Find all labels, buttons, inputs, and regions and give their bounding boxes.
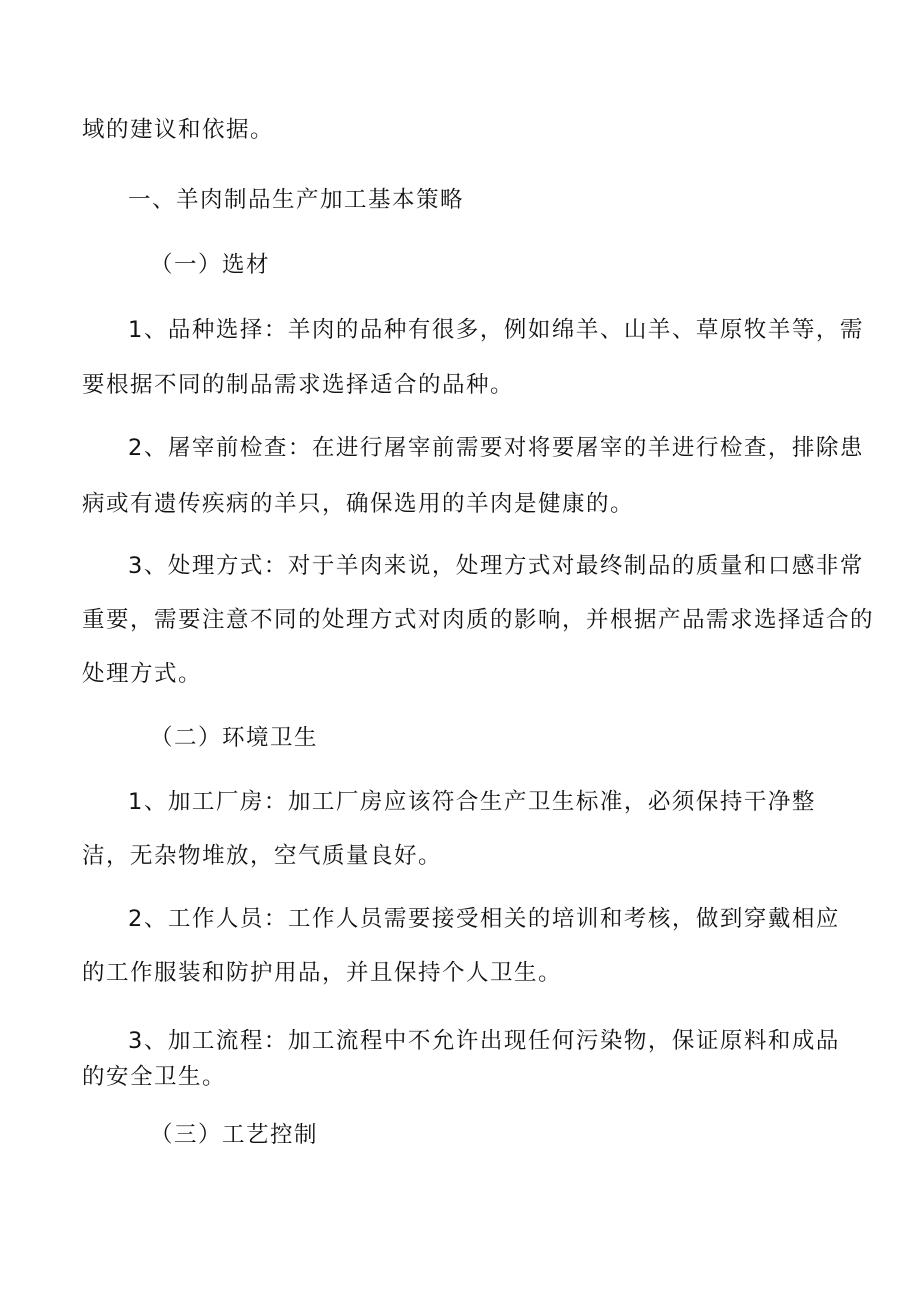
paragraph-line: 的安全卫生。	[82, 1064, 227, 1090]
paragraph-line: 3、处理方式：对于羊肉来说，处理方式对最终制品的质量和口感非常	[128, 553, 864, 579]
paragraph-line: 1、加工厂房：加工厂房应该符合生产卫生标准，必须保持干净整	[128, 789, 816, 815]
paragraph-line: 的工作服装和防护用品，并且保持个人卫生。	[82, 960, 563, 986]
paragraph-line: 1、品种选择：羊肉的品种有很多，例如绵羊、山羊、草原牧羊等，需	[128, 317, 864, 343]
paragraph-line: 2、屠宰前检查：在进行屠宰前需要对将要屠宰的羊进行检查，排除患	[128, 435, 864, 461]
subsection-heading-hygiene: （二）环境卫生	[150, 725, 319, 751]
paragraph-continuation: 域的建议和依据。	[82, 117, 275, 143]
subsection-heading-process-control: （三）工艺控制	[150, 1122, 319, 1148]
paragraph-line: 要根据不同的制品需求选择适合的品种。	[82, 372, 515, 398]
paragraph-line: 病或有遗传疾病的羊只，确保选用的羊肉是健康的。	[82, 491, 635, 517]
paragraph-line: 重要，需要注意不同的处理方式对肉质的影响，并根据产品需求选择适合的	[82, 607, 875, 633]
paragraph-line: 处理方式。	[82, 661, 203, 687]
subsection-heading-material: （一）选材	[150, 252, 271, 278]
section-heading: 一、羊肉制品生产加工基本策略	[128, 187, 465, 213]
paragraph-line: 洁，无杂物堆放，空气质量良好。	[82, 843, 443, 869]
paragraph-line: 3、加工流程：加工流程中不允许出现任何污染物，保证原料和成品	[128, 1028, 840, 1054]
paragraph-line: 2、工作人员：工作人员需要接受相关的培训和考核，做到穿戴相应	[128, 906, 840, 932]
